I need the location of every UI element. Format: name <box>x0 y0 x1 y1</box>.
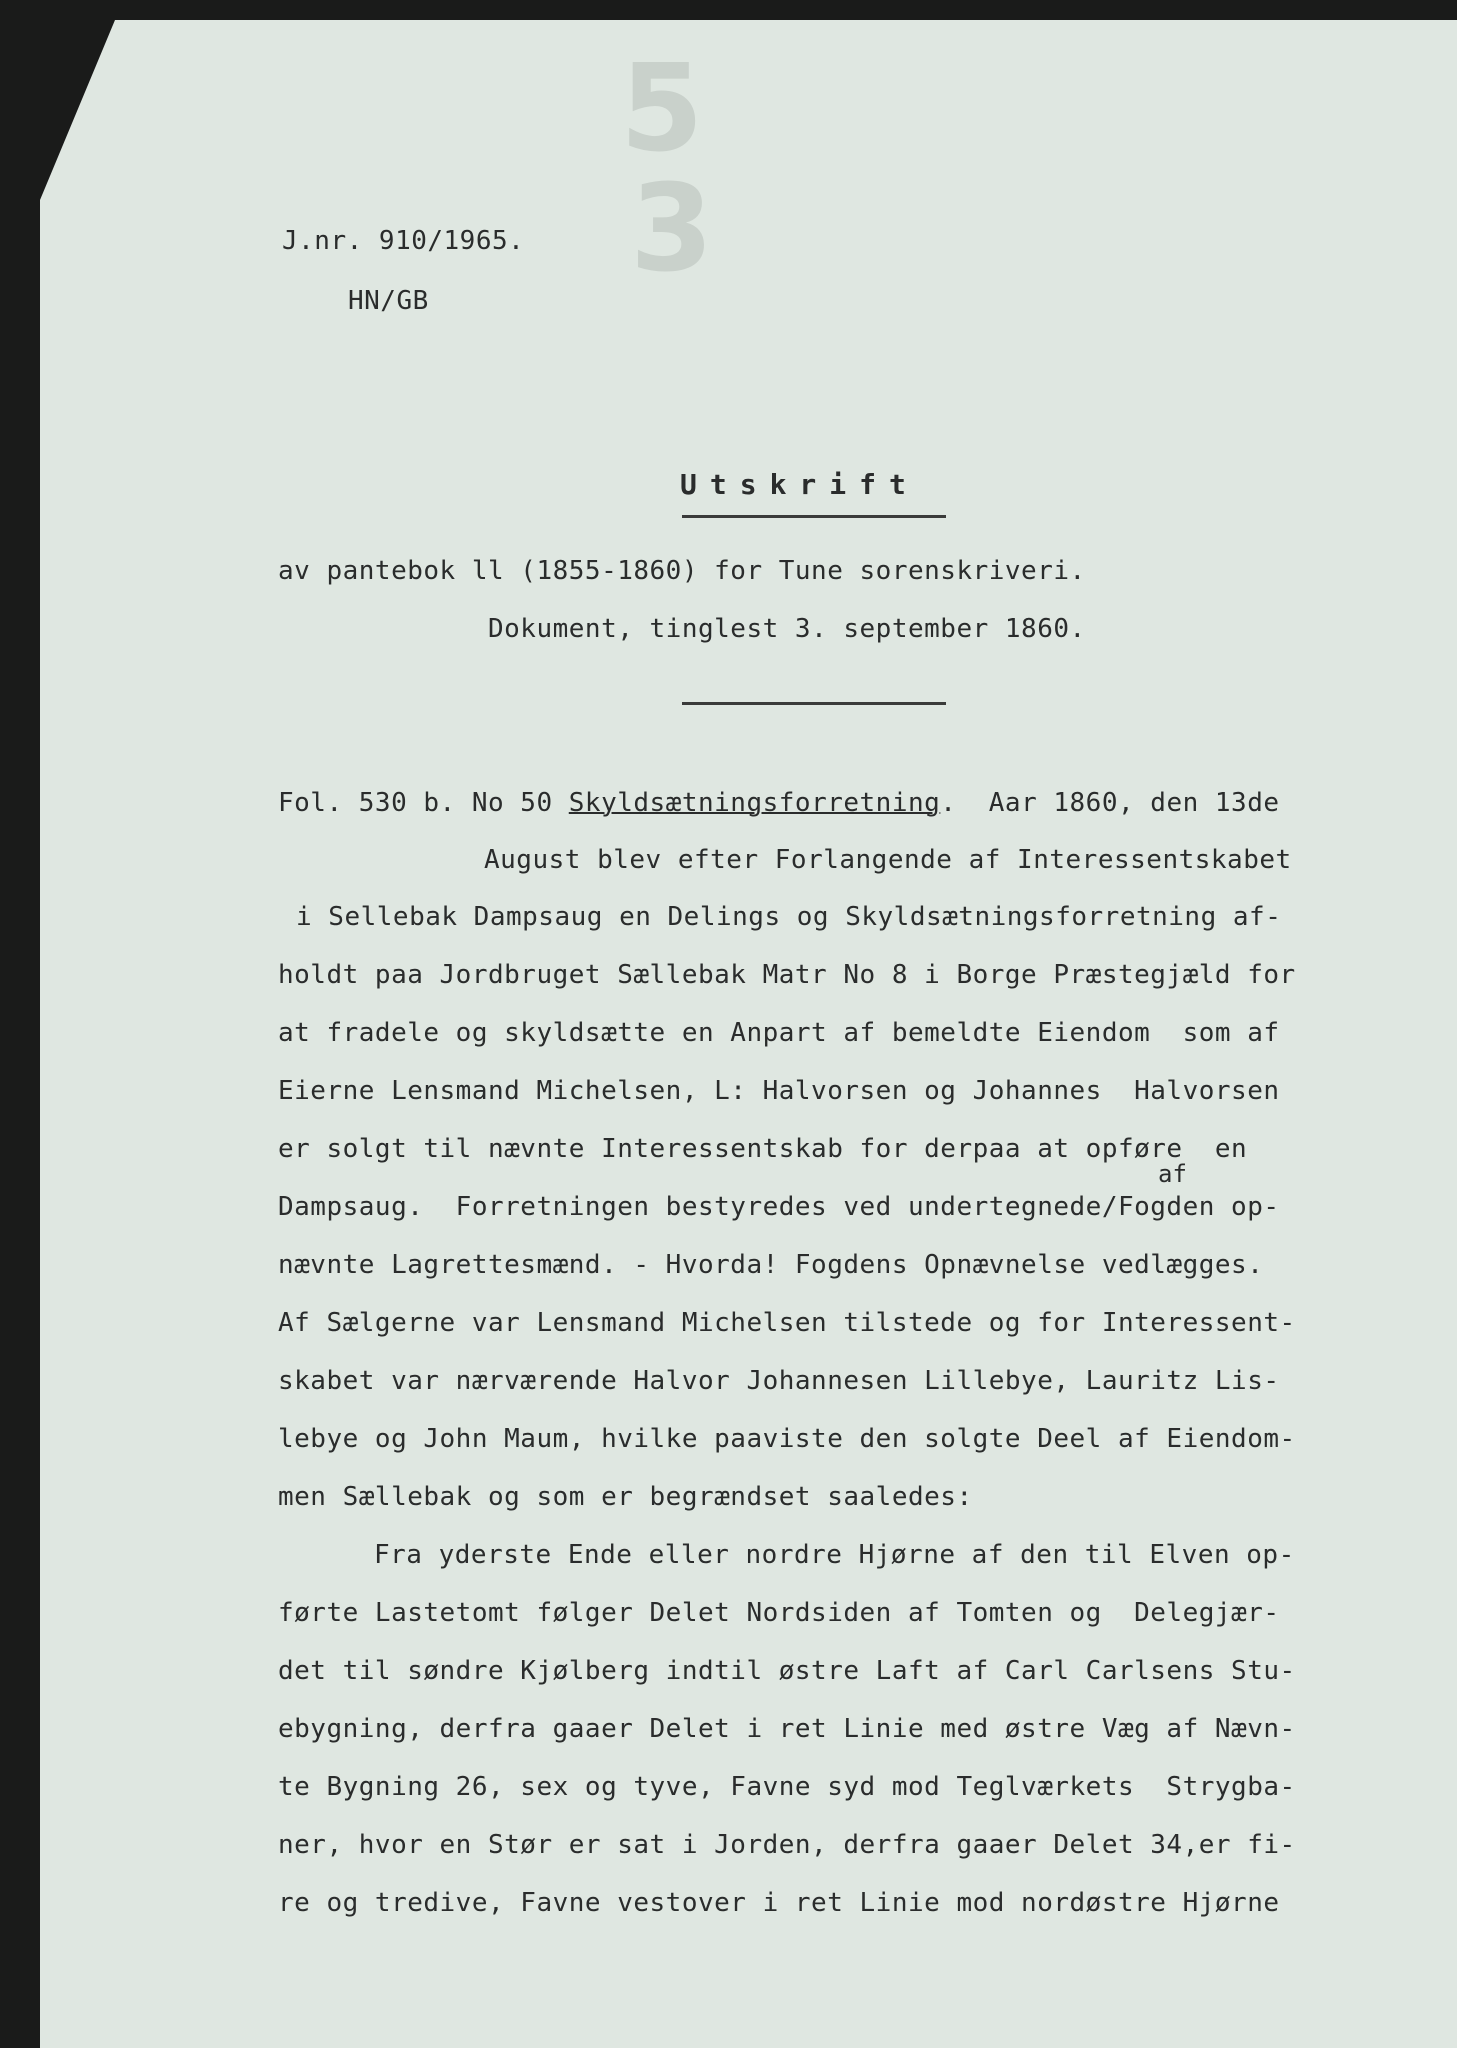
faint-stamp-mark: 3 <box>630 160 714 299</box>
initials: HN/GB <box>348 286 429 316</box>
folio-reference: Fol. 530 b. No 50 <box>278 788 569 818</box>
faint-stamp-mark: 5 <box>620 40 704 179</box>
journal-number: J.nr. 910/1965. <box>282 226 525 256</box>
document-heading: Skyldsætningsforretning <box>568 788 941 818</box>
body-line: er solgt til nævnte Interessentskab for derpaa at opføre en <box>278 1134 1248 1164</box>
document-title: Utskrift <box>680 468 919 501</box>
subtitle-line-1: av pantebok ll (1855-1860) for Tune sorenskriveri. <box>278 556 1086 586</box>
body-line: August blev efter Forlangende af Interessentskabet <box>484 845 1292 875</box>
handwritten-insertion: af <box>1158 1160 1187 1188</box>
date-text: . Aar 1860, den 13de <box>940 788 1280 818</box>
body-line: ner, hvor en Stør er sat i Jorden, derfra gaaer Delet 34,er fi- <box>278 1830 1296 1860</box>
body-line: i Sellebak Dampsaug en Delings og Skyldsætningsforretning af- <box>296 902 1282 932</box>
body-line: ebygning, derfra gaaer Delet i ret Linie med østre Væg af Nævn- <box>278 1714 1296 1744</box>
body-line: Eierne Lensmand Michelsen, L: Halvorsen og Johannes Halvorsen <box>278 1076 1280 1106</box>
body-line: at fradele og skyldsætte en Anpart af bemeldte Eiendom som af <box>278 1018 1280 1048</box>
body-line: førte Lastetomt følger Delet Nordsiden af Tomten og Delegjær- <box>278 1598 1280 1628</box>
body-line: lebye og John Maum, hvilke paaviste den solgte Deel af Eiendom- <box>278 1424 1296 1454</box>
body-line: Fra yderste Ende eller nordre Hjørne af den til Elven op- <box>374 1540 1295 1570</box>
body-line: Af Sælgerne var Lensmand Michelsen tilstede og for Interessent- <box>278 1308 1296 1338</box>
body-line: te Bygning 26, sex og tyve, Favne syd mod Teglværkets Strygba- <box>278 1772 1296 1802</box>
body-line: re og tredive, Favne vestover i ret Linie mod nordøstre Hjørne <box>278 1888 1280 1918</box>
section-divider <box>682 702 946 705</box>
body-line: skabet var nærværende Halvor Johannesen Lillebye, Lauritz Lis- <box>278 1366 1280 1396</box>
body-line-0 <box>278 788 1280 818</box>
body-line: Dampsaug. Forretningen bestyredes ved undertegnede/Fogden op- <box>278 1192 1280 1222</box>
body-line: holdt paa Jordbruget Sællebak Matr No 8 i Borge Præstegjæld for <box>278 960 1296 990</box>
body-line: men Sællebak og som er begrændset saaledes: <box>278 1482 973 1512</box>
title-underline <box>682 515 946 518</box>
body-line: nævnte Lagrettesmænd. - Hvorda! Fogdens Opnævnelse vedlægges. <box>278 1250 1264 1280</box>
subtitle-line-2: Dokument, tinglest 3. september 1860. <box>488 614 1086 644</box>
body-line: det til søndre Kjølberg indtil østre Laft af Carl Carlsens Stu- <box>278 1656 1296 1686</box>
